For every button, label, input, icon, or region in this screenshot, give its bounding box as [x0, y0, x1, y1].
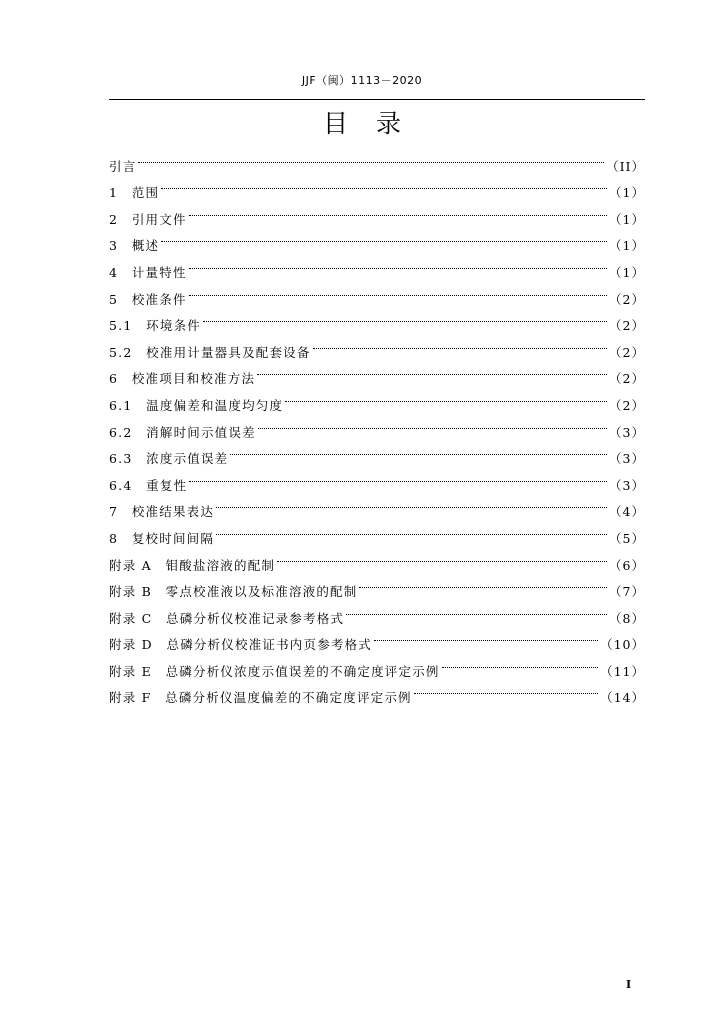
toc-entry-label: 5.1 环境条件 [109, 318, 201, 334]
toc-entry-page: （1） [609, 264, 645, 280]
toc-entry-label: 6 校准项目和校准方法 [109, 371, 256, 387]
toc-entry-label: 4 计量特性 [109, 264, 187, 280]
toc-entry-page: （10） [600, 637, 645, 653]
toc-entry-page: （II） [606, 158, 645, 174]
toc-list [109, 144, 645, 706]
toc-entry-page: （2） [609, 318, 645, 334]
toc-entry[interactable] [109, 304, 645, 334]
toc-entry-label: 附录 C 总磷分析仪校准记录参考格式 [109, 610, 345, 626]
header-rule [109, 99, 645, 100]
toc-dot-leader [216, 516, 607, 543]
page-number: I [626, 978, 632, 991]
toc-entry-page: （2） [609, 397, 645, 413]
toc-dot-leader [216, 490, 607, 517]
toc-entry-label: 2 引用文件 [109, 211, 187, 227]
toc-entry-label: 附录 E 总磷分析仪浓度示值误差的不确定度评定示例 [109, 663, 440, 679]
toc-dot-leader [313, 330, 607, 357]
toc-entry-page: （4） [609, 504, 645, 520]
toc-dot-leader [359, 570, 607, 597]
toc-dot-leader [257, 357, 607, 384]
toc-entry-label: 1 范围 [109, 185, 160, 201]
toc-dot-leader [346, 596, 607, 623]
toc-entry-label: 附录 D 总磷分析仪校准证书内页参考格式 [109, 637, 372, 653]
toc-entry[interactable] [109, 171, 645, 201]
toc-entry-page: （8） [609, 610, 645, 626]
toc-entry[interactable] [109, 277, 645, 307]
toc-dot-leader [277, 543, 607, 570]
toc-entry-page: （11） [600, 663, 645, 679]
toc-title: 目 录 [323, 109, 411, 138]
toc-dot-leader [138, 144, 604, 171]
toc-dot-leader [442, 649, 598, 676]
toc-entry-page: （1） [609, 185, 645, 201]
toc-entry-label: 8 复校时间间隔 [109, 530, 215, 546]
toc-entry-page: （6） [609, 557, 645, 573]
toc-dot-leader [414, 676, 598, 703]
toc-entry[interactable] [109, 197, 645, 227]
toc-entry-page: （7） [609, 584, 645, 600]
toc-entry-label: 6.3 浓度示值误差 [109, 451, 229, 467]
toc-entry-label: 附录 B 零点校准液以及标准溶液的配制 [109, 584, 358, 600]
toc-entry-label: 附录 A 钼酸盐溶液的配制 [109, 557, 276, 573]
toc-entry-label: 3 概述 [109, 238, 160, 254]
toc-entry-label: 5 校准条件 [109, 291, 187, 307]
toc-entry-label: 附录 F 总磷分析仪温度偏差的不确定度评定示例 [109, 690, 412, 706]
toc-entry[interactable] [109, 490, 645, 520]
toc-dot-leader [203, 304, 607, 331]
toc-dot-leader [189, 197, 607, 224]
toc-entry-page: （3） [609, 451, 645, 467]
toc-entry[interactable] [109, 250, 645, 280]
toc-entry-label: 5.2 校准用计量器具及配套设备 [109, 344, 311, 360]
toc-entry[interactable] [109, 224, 645, 254]
toc-entry-label: 6.2 消解时间示值误差 [109, 424, 256, 440]
toc-entry[interactable] [109, 463, 645, 493]
toc-entry[interactable] [109, 144, 645, 174]
toc-entry-label: 7 校准结果表达 [109, 504, 215, 520]
toc-entry-page: （2） [609, 291, 645, 307]
toc-dot-leader [189, 277, 607, 304]
toc-dot-leader [374, 623, 598, 650]
document-code-header: JJF（闽）1113－2020 [301, 74, 423, 87]
toc-dot-leader [189, 250, 607, 277]
toc-entry-page: （3） [609, 424, 645, 440]
toc-dot-leader [230, 437, 607, 464]
toc-dot-leader [161, 224, 607, 251]
toc-entry-page: （1） [609, 238, 645, 254]
toc-entry-page: （1） [609, 211, 645, 227]
toc-dot-leader [161, 171, 607, 198]
toc-entry-page: （3） [609, 477, 645, 493]
toc-dot-leader [258, 410, 607, 437]
toc-entry-page: （2） [609, 371, 645, 387]
toc-dot-leader [285, 383, 607, 410]
toc-entry-label: 引言 [109, 158, 137, 174]
toc-entry-label: 6.1 温度偏差和温度均匀度 [109, 397, 284, 413]
toc-entry-page: （5） [609, 530, 645, 546]
toc-entry-page: （2） [609, 344, 645, 360]
toc-dot-leader [189, 463, 607, 490]
toc-entry-label: 6.4 重复性 [109, 477, 188, 493]
toc-entry-page: （14） [600, 690, 645, 706]
